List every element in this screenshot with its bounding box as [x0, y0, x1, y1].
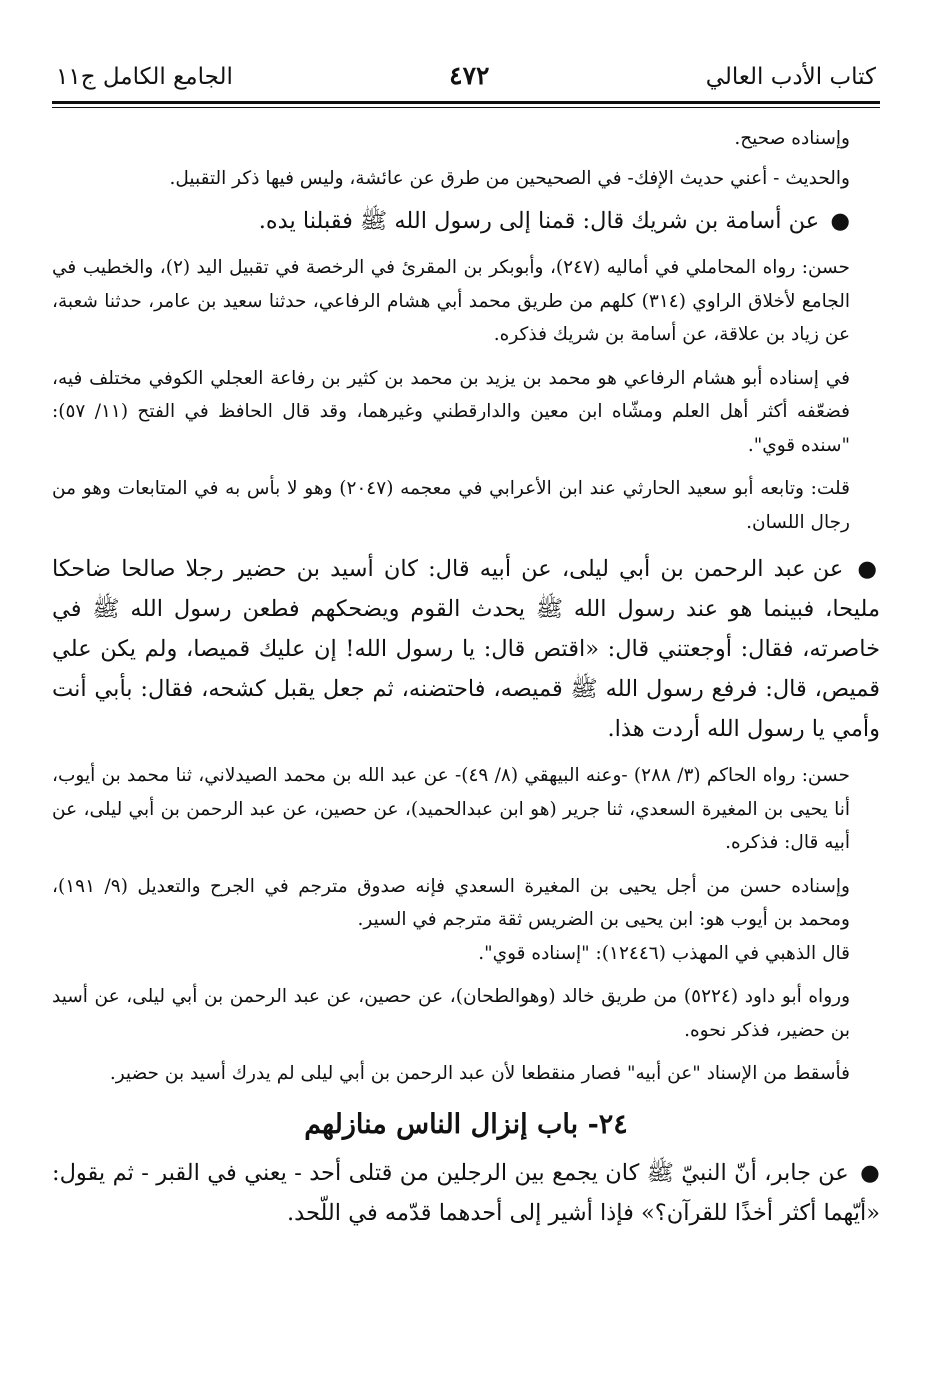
- header-rule-thick: [52, 101, 880, 104]
- hadith-text: عن عبد الرحمن بن أبي ليلى، عن أبيه قال: كان أسيد بن حضير رجلا صالحا ضاحكا مليحا، فبينما هو عند رسول الله ﷺ يحدث القوم ويضحكهم فطعن رسول الله ﷺ في خاصرته، فقال: أوجعتني قال: «اقتص قال: يا رسول الله! إن عليك قميصا، ولم يكن علي قميص، قال: فرفع رسول الله ﷺ قميصه، فاحتضنه، ثم جعل يقبل كشحه، فقال: بأبي أنت وأمي يا رسول الله أردت هذا.: [52, 556, 880, 742]
- paragraph: [52, 1057, 880, 1091]
- paragraph: [52, 162, 880, 196]
- paragraph-text: وإسناده حسن من أجل يحيى بن المغيرة السعدي فإنه صدوق مترجم في الجرح والتعديل (٩/ ١٩١)، ومحمد بن أيوب هو: ابن يحيى بن الضريس ثقة مترجم في السير.: [52, 875, 850, 930]
- paragraph-text: حسن: رواه الحاكم (٣/ ٢٨٨) -وعنه البيهقي (٨/ ٤٩)- عن عبد الله بن محمد الصيدلاني، ثنا محمد بن أيوب، أنا يحيى بن المغيرة السعدي، ثنا جرير (هو ابن عبدالحميد)، عن حصين، عن عبد الرحمن بن أبي ليلى، عن أبيه قال: فذكره.: [52, 765, 850, 853]
- hadith-text: عن أسامة بن شريك قال: قمنا إلى رسول الله ﷺ فقبلنا يده.: [258, 208, 820, 234]
- paragraph-text: والحديث - أعني حديث الإفك- في الصحيحين من طرق عن عائشة، وليس فيها ذكر التقبيل.: [169, 167, 850, 189]
- paragraph-text: فأسقط من الإسناد "عن أبيه" فصار منقطعا لأن عبد الرحمن بن أبي ليلى لم يدرك أسيد بن حضير.: [109, 1063, 850, 1084]
- bullet-icon: ●: [830, 208, 850, 234]
- paragraph: [52, 122, 880, 156]
- paragraph: [52, 472, 880, 539]
- paragraph: [52, 759, 880, 860]
- paragraph-text: وإسناده صحيح.: [734, 128, 850, 149]
- paragraph: [52, 362, 880, 463]
- paragraph-text: ورواه أبو داود (٥٢٢٤) من طريق خالد (وهوالطحان)، عن حصين، عن عبد الرحمن بن أبي ليلى، عن أسيد بن حضير، فذكر نحوه.: [52, 986, 851, 1041]
- paragraph-text: في إسناده أبو هشام الرفاعي هو محمد بن يزيد بن محمد بن كثير بن رفاعة العجلي الكوفي مختلف فيه، فضعّفه أكثر أهل العلم ومشّاه ابن معين والدارقطني وغيرهما، وقد قال الحافظ في الفتح (١١/ ٥٧): "سنده قوي".: [52, 367, 850, 456]
- paragraph: [52, 251, 880, 352]
- hadith-text: عن جابر، أنّ النبيّ ﷺ كان يجمع بين الرجلين من قتلى أحد - يعني في القبر - ثم يقول: «أيّهما أكثر أخذًا للقرآن؟» فإذا أشير إلى أحدهما قدّمه في اللّحد.: [52, 1159, 880, 1226]
- hadith-paragraph: [52, 1153, 880, 1233]
- bullet-icon: ●: [860, 1159, 880, 1186]
- book-title: كتاب الأدب العالي: [705, 64, 876, 90]
- running-header: [52, 58, 880, 95]
- hadith-paragraph: [52, 549, 880, 749]
- volume-title: الجامع الكامل ج١١: [56, 64, 233, 90]
- paragraph-text: حسن: رواه المحاملي في أماليه (٢٤٧)، وأبوبكر بن المقرئ في الرخصة في تقبيل اليد (٢)، والخطيب في الجامع لأخلاق الراوي (٣١٤) كلهم من طريق محمد أبي هشام الرفاعي، حدثنا سعيد بن عامر، حدثنا شعبة، عن زياد بن علاقة، عن أسامة بن شريك فذكره.: [52, 257, 850, 345]
- chapter-heading: [52, 1103, 880, 1147]
- paragraph-text: قال الذهبي في المهذب (١٢٤٤٦): "إسناده قوي".: [478, 942, 850, 964]
- page-body: [52, 122, 880, 1233]
- bullet-icon: ●: [857, 556, 880, 582]
- chapter-heading-text: ٢٤- باب إنزال الناس منازلهم: [304, 1108, 628, 1140]
- hadith-paragraph: [52, 201, 880, 241]
- paragraph-text: قلت: وتابعه أبو سعيد الحارثي عند ابن الأعرابي في معجمه (٢٠٤٧) وهو لا بأس به في المتابعات وهو من رجال اللسان.: [52, 478, 850, 533]
- page-number: ٤٧٢: [449, 61, 490, 90]
- header-rule-thin: [52, 107, 880, 108]
- paragraph: [52, 980, 880, 1047]
- paragraph: [52, 870, 880, 937]
- paragraph: [52, 937, 880, 971]
